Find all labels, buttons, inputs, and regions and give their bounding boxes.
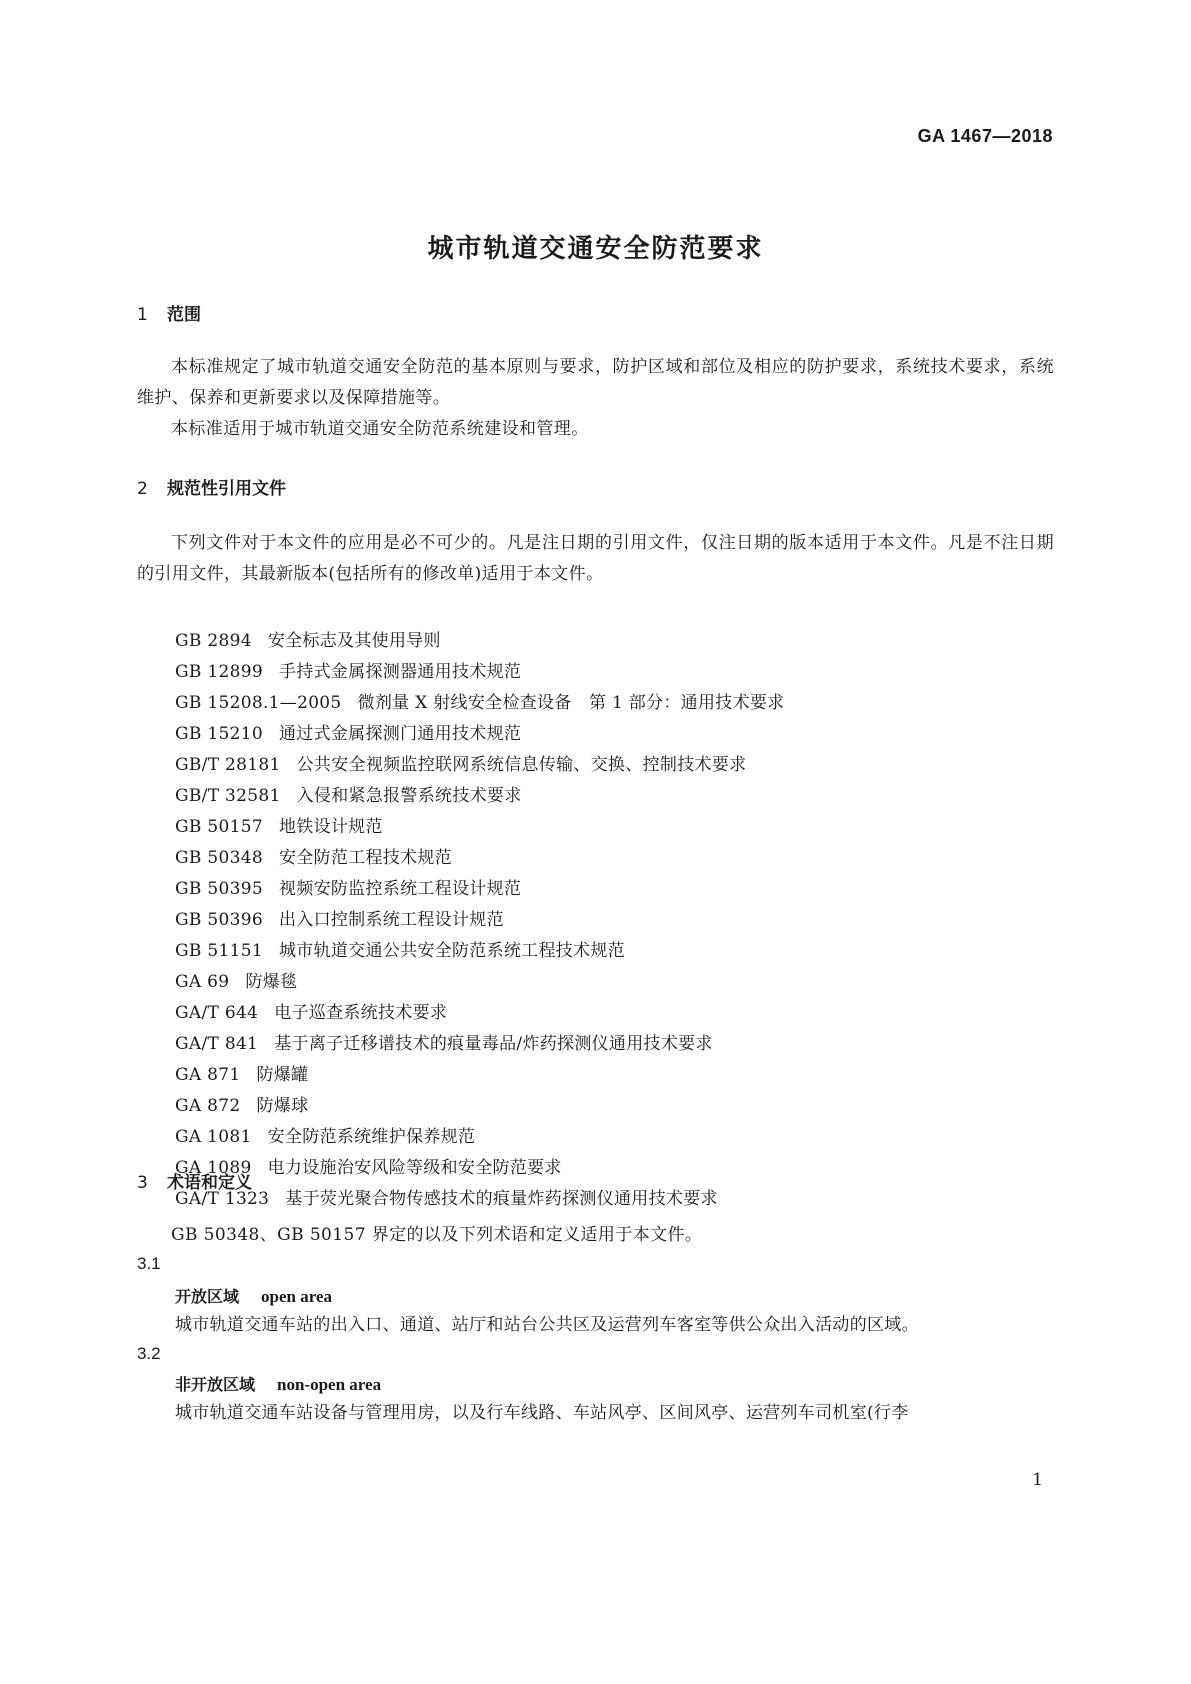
scope-paragraph-2: 本标准适用于城市轨道交通安全防范系统建设和管理。 (171, 419, 589, 439)
reference-item (175, 750, 784, 781)
reference-title: 地铁设计规范 (278, 817, 383, 837)
section-heading-scope (137, 300, 201, 325)
reference-title: 防爆毯 (245, 972, 298, 992)
reference-title: 电力设施治安风险等级和安全防范要求 (267, 1158, 562, 1178)
reference-item (175, 936, 784, 967)
reference-code: GB 50348 (175, 848, 263, 868)
reference-list (175, 626, 784, 1215)
reference-item (175, 1184, 784, 1215)
section-heading-normative (137, 474, 286, 499)
reference-title: 公共安全视频监控联网系统信息传输、交换、控制技术要求 (296, 755, 747, 775)
document-title: 城市轨道交通安全防范要求 (427, 234, 764, 264)
normative-intro: 下列文件对于本文件的应用是必不可少的。凡是注日期的引用文件，仅注日期的版本适用于本文件。凡是不注日期的引用文件，其最新版本(包括所有的修改单)适用于本文件。 (137, 533, 1054, 584)
reference-code: GA/T 841 (175, 1034, 259, 1054)
reference-title: 电子巡查系统技术要求 (274, 1003, 448, 1023)
reference-item (175, 967, 784, 998)
section-number: 1 (137, 305, 148, 325)
reference-code: GB 50396 (175, 910, 263, 930)
term-zh: 非开放区域 (175, 1375, 256, 1394)
reference-item (175, 657, 784, 688)
term-heading-3-2 (175, 1372, 381, 1395)
reference-code: GB 51151 (175, 941, 263, 961)
reference-item (175, 626, 784, 657)
reference-title: 视频安防监控系统工程设计规范 (278, 879, 522, 899)
reference-title: 防爆罐 (256, 1065, 309, 1085)
reference-item (175, 1091, 784, 1122)
section-heading-terms (137, 1168, 252, 1193)
reference-item (175, 1122, 784, 1153)
reference-title: 防爆球 (256, 1096, 309, 1116)
reference-code: GA 871 (175, 1065, 241, 1085)
reference-item (175, 1153, 784, 1184)
section-title: 范围 (167, 305, 201, 325)
reference-item (175, 719, 784, 750)
reference-title: 微剂量 X 射线安全检查设备 第 1 部分：通用技术要求 (357, 693, 785, 713)
reference-title: 安全防范工程技术规范 (278, 848, 452, 868)
reference-title: 通过式金属探测门通用技术规范 (278, 724, 522, 744)
reference-code: GB/T 32581 (175, 786, 281, 806)
reference-code: GA 1081 (175, 1127, 252, 1147)
scope-paragraph-1: 本标准规定了城市轨道交通安全防范的基本原则与要求，防护区域和部位及相应的防护要求，系统技术要求，系统维护、保养和更新要求以及保障措施等。 (137, 357, 1054, 408)
term-definition-3-2: 城市轨道交通车站设备与管理用房，以及行车线路、车站风亭、区间风亭、运营列车司机室(行李 (175, 1403, 909, 1423)
reference-code: GB 12899 (175, 662, 263, 682)
reference-code: GA/T 644 (175, 1003, 259, 1023)
reference-item (175, 812, 784, 843)
reference-code: GA 69 (175, 972, 230, 992)
standard-code: GA 1467—2018 (917, 126, 1053, 146)
reference-item (175, 905, 784, 936)
reference-title: 基于荧光聚合物传感技术的痕量炸药探测仪通用技术要求 (285, 1189, 718, 1209)
reference-title: 出入口控制系统工程设计规范 (278, 910, 504, 930)
page-number: 1 (1032, 1470, 1043, 1490)
term-heading-3-1 (175, 1284, 332, 1307)
clause-number-3-2: 3.2 (137, 1344, 161, 1363)
reference-item (175, 998, 784, 1029)
reference-item (175, 874, 784, 905)
section-title: 规范性引用文件 (167, 479, 286, 499)
section-number: 3 (137, 1173, 148, 1193)
reference-code: GA 872 (175, 1096, 241, 1116)
section-title: 术语和定义 (167, 1173, 252, 1193)
reference-code: GB/T 28181 (175, 755, 281, 775)
reference-code: GA 1089 (175, 1158, 252, 1178)
reference-item (175, 688, 784, 719)
term-zh: 开放区域 (175, 1287, 240, 1306)
reference-item (175, 1060, 784, 1091)
reference-code: GB 2894 (175, 631, 252, 651)
reference-item (175, 843, 784, 874)
reference-code: GA/T 1323 (175, 1189, 270, 1209)
term-en: open area (261, 1287, 333, 1306)
reference-code: GB 15210 (175, 724, 263, 744)
reference-title: 安全标志及其使用导则 (267, 631, 441, 651)
section-number: 2 (137, 479, 148, 499)
reference-title: 城市轨道交通公共安全防范系统工程技术规范 (278, 941, 625, 961)
reference-title: 入侵和紧急报警系统技术要求 (296, 786, 522, 806)
reference-item (175, 781, 784, 812)
terms-intro: GB 50348、GB 50157 界定的以及下列术语和定义适用于本文件。 (171, 1225, 703, 1245)
reference-code: GB 15208.1—2005 (175, 693, 342, 713)
reference-title: 手持式金属探测器通用技术规范 (278, 662, 522, 682)
reference-title: 基于离子迁移谱技术的痕量毒品/炸药探测仪通用技术要求 (274, 1034, 713, 1054)
term-definition-3-1: 城市轨道交通车站的出入口、通道、站厅和站台公共区及运营列车客室等供公众出入活动的区域。 (175, 1315, 919, 1335)
reference-item (175, 1029, 784, 1060)
clause-number-3-1: 3.1 (137, 1254, 161, 1273)
reference-code: GB 50395 (175, 879, 263, 899)
reference-title: 安全防范系统维护保养规范 (267, 1127, 476, 1147)
term-en: non-open area (277, 1375, 382, 1394)
reference-code: GB 50157 (175, 817, 263, 837)
